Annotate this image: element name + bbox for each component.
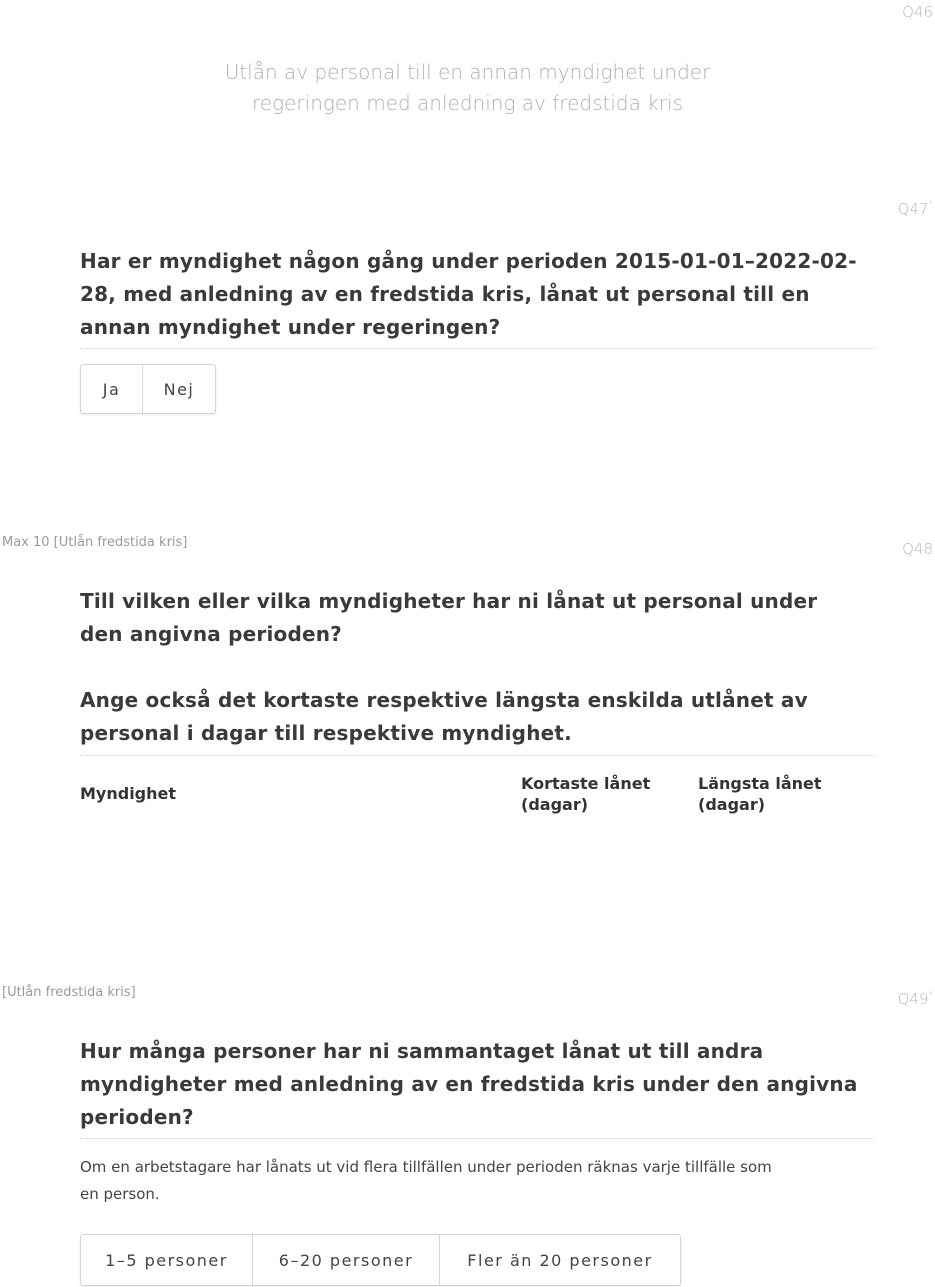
question-line: Har er myndighet någon gång under perioden 2015-01-01–2022-02- [80, 249, 857, 273]
question-id-q49: Q49* [897, 990, 933, 1008]
yes-no-choice-group [80, 364, 216, 414]
question-text-q48 [80, 585, 875, 750]
question-line: myndigheter med anledning av en fredstida kris under den angivna [80, 1072, 858, 1096]
column-header-shortest [521, 773, 650, 815]
column-header-line: (dagar) [521, 795, 589, 814]
question-id-q47: Q47* [897, 200, 933, 218]
section-title-line: Utlån av personal till en annan myndighet under [224, 60, 711, 84]
required-marker: * [928, 200, 933, 210]
helper-line: en person. [80, 1185, 160, 1203]
question-line: perioden? [80, 1105, 194, 1129]
divider [80, 1138, 874, 1139]
count-choice-group [80, 1234, 681, 1286]
option-ja-button[interactable]: Ja [81, 365, 143, 413]
question-id-q46: Q46 [902, 3, 933, 21]
divider [80, 755, 874, 756]
side-note-q49: [Utlån fredstida kris] [2, 985, 136, 1000]
column-header-line: (dagar) [698, 795, 766, 814]
column-header-agency: Myndighet [80, 784, 177, 803]
question-id-q48: Q48 [902, 540, 933, 558]
option-more-than-20-button[interactable]: Fler än 20 personer [467, 1250, 653, 1270]
question-line: den angivna perioden? [80, 622, 342, 646]
question-line: annan myndighet under regeringen? [80, 315, 501, 339]
question-line: Ange också det kortaste respektive längsta enskilda utlånet av [80, 688, 808, 712]
question-line: personal i dagar till respektive myndighet. [80, 721, 572, 745]
section-title-line: regeringen med anledning av fredstida kris [252, 91, 683, 115]
required-marker: * [928, 990, 933, 1000]
divider [80, 348, 874, 349]
question-line: Till vilken eller vilka myndigheter har ni lånat ut personal under [80, 589, 818, 613]
section-title [0, 57, 935, 119]
question-text-q47 [80, 245, 875, 344]
option-nej-button[interactable]: Nej [163, 379, 195, 399]
helper-text [80, 1154, 870, 1208]
question-line: 28, med anledning av en fredstida kris, lånat ut personal till en [80, 282, 810, 306]
question-line: Hur många personer har ni sammantaget lånat ut till andra [80, 1039, 764, 1063]
column-header-line: Kortaste lånet [521, 774, 651, 793]
question-text-q49 [80, 1035, 875, 1134]
option-1-5-button[interactable]: 1–5 personer [81, 1235, 253, 1285]
option-6-20-button[interactable]: 6–20 personer [253, 1235, 440, 1285]
helper-line: Om en arbetstagare har lånats ut vid flera tillfällen under perioden räknas varje tillfälle som [80, 1158, 772, 1176]
column-header-longest [698, 773, 822, 815]
column-header-line: Längsta lånet [698, 774, 822, 793]
side-note-q48: Max 10 [Utlån fredstida kris] [2, 535, 188, 550]
